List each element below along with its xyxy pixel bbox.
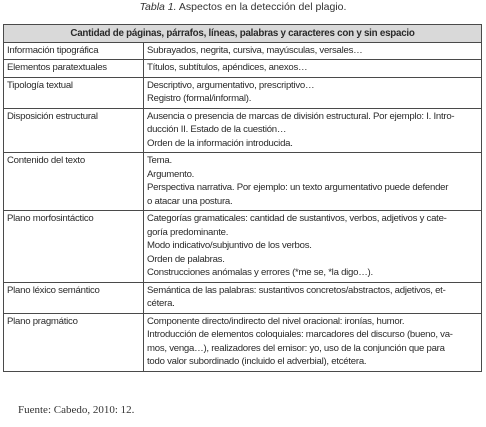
description-line: ducción II. Estado de la cuestión… bbox=[147, 124, 287, 135]
description-line: Títulos, subtítulos, apéndices, anexos… bbox=[147, 62, 308, 73]
description-line: Modo indicativo/subjuntivo de los verbos. bbox=[147, 240, 312, 251]
description-line: o atacar una postura. bbox=[147, 195, 233, 207]
description-line: Ausencia o presencia de marcas de división estructural. Por ejemplo: I. Intro- bbox=[147, 110, 455, 122]
description-line: goría predominante. bbox=[147, 226, 229, 238]
table-number: Tabla 1. bbox=[139, 1, 177, 13]
description-line: cétera. bbox=[147, 298, 175, 309]
table-row bbox=[4, 42, 482, 60]
row-label: Tipología textual bbox=[4, 77, 144, 108]
table-row bbox=[4, 282, 482, 313]
source-note: Fuente: Cabedo, 2010: 12. bbox=[18, 404, 135, 416]
table-row bbox=[4, 108, 482, 153]
table-caption bbox=[0, 1, 486, 13]
description-line: Orden de palabras. bbox=[147, 253, 225, 265]
table-row bbox=[4, 60, 482, 78]
row-label: Contenido del texto bbox=[4, 153, 144, 211]
description-line: mos, venga…), realizadores del emisor: yo, uso de la conjunción que para bbox=[147, 342, 445, 354]
table-header-row bbox=[4, 25, 482, 43]
plagiarism-aspects-table bbox=[3, 24, 482, 372]
row-description bbox=[144, 77, 482, 108]
row-label: Plano morfosintáctico bbox=[4, 211, 144, 283]
description-line: Subrayados, negrita, cursiva, mayúsculas, versales… bbox=[147, 44, 363, 56]
description-line: Orden de la información introducida. bbox=[147, 137, 293, 149]
table-title: Aspectos en la detección del plagio. bbox=[178, 1, 347, 13]
row-label: Disposición estructural bbox=[4, 108, 144, 153]
table-row bbox=[4, 77, 482, 108]
row-description bbox=[144, 211, 482, 283]
row-label: Información tipográfica bbox=[4, 42, 144, 60]
description-line: Registro (formal/informal). bbox=[147, 93, 252, 104]
row-description bbox=[144, 60, 482, 78]
description-line: Construcciones anómalas y errores (*me se, *la digo…). bbox=[147, 267, 373, 278]
table-row bbox=[4, 313, 482, 371]
row-description bbox=[144, 108, 482, 153]
row-description bbox=[144, 313, 482, 371]
description-line: Tema. bbox=[147, 155, 172, 166]
description-line: Descriptivo, argumentativo, prescriptivo… bbox=[147, 79, 315, 91]
description-line: Componente directo/indirecto del nivel oracional: ironías, humor. bbox=[147, 315, 405, 327]
description-line: Perspectiva narrativa. Por ejemplo: un texto argumentativo puede defender bbox=[147, 182, 449, 193]
table-header: Cantidad de páginas, párrafos, líneas, palabras y caracteres con y sin espacio bbox=[4, 25, 482, 43]
table-row bbox=[4, 211, 482, 283]
row-label: Plano pragmático bbox=[4, 313, 144, 371]
row-label: Plano léxico semántico bbox=[4, 282, 144, 313]
row-description bbox=[144, 42, 482, 60]
table-row bbox=[4, 153, 482, 211]
table-body bbox=[4, 42, 482, 371]
description-line: todo valor subordinado (incluido el adverbial), etcétera. bbox=[147, 356, 367, 367]
description-line: Introducción de elementos coloquiales: marcadores del discurso (bueno, va- bbox=[147, 329, 453, 340]
row-description bbox=[144, 282, 482, 313]
description-line: Argumento. bbox=[147, 168, 195, 180]
row-label: Elementos paratextuales bbox=[4, 60, 144, 78]
row-description bbox=[144, 153, 482, 211]
description-line: Categorías gramaticales: cantidad de sustantivos, verbos, adjetivos y cate- bbox=[147, 213, 447, 224]
description-line: Semántica de las palabras: sustantivos concretos/abstractos, adjetivos, et- bbox=[147, 284, 446, 296]
